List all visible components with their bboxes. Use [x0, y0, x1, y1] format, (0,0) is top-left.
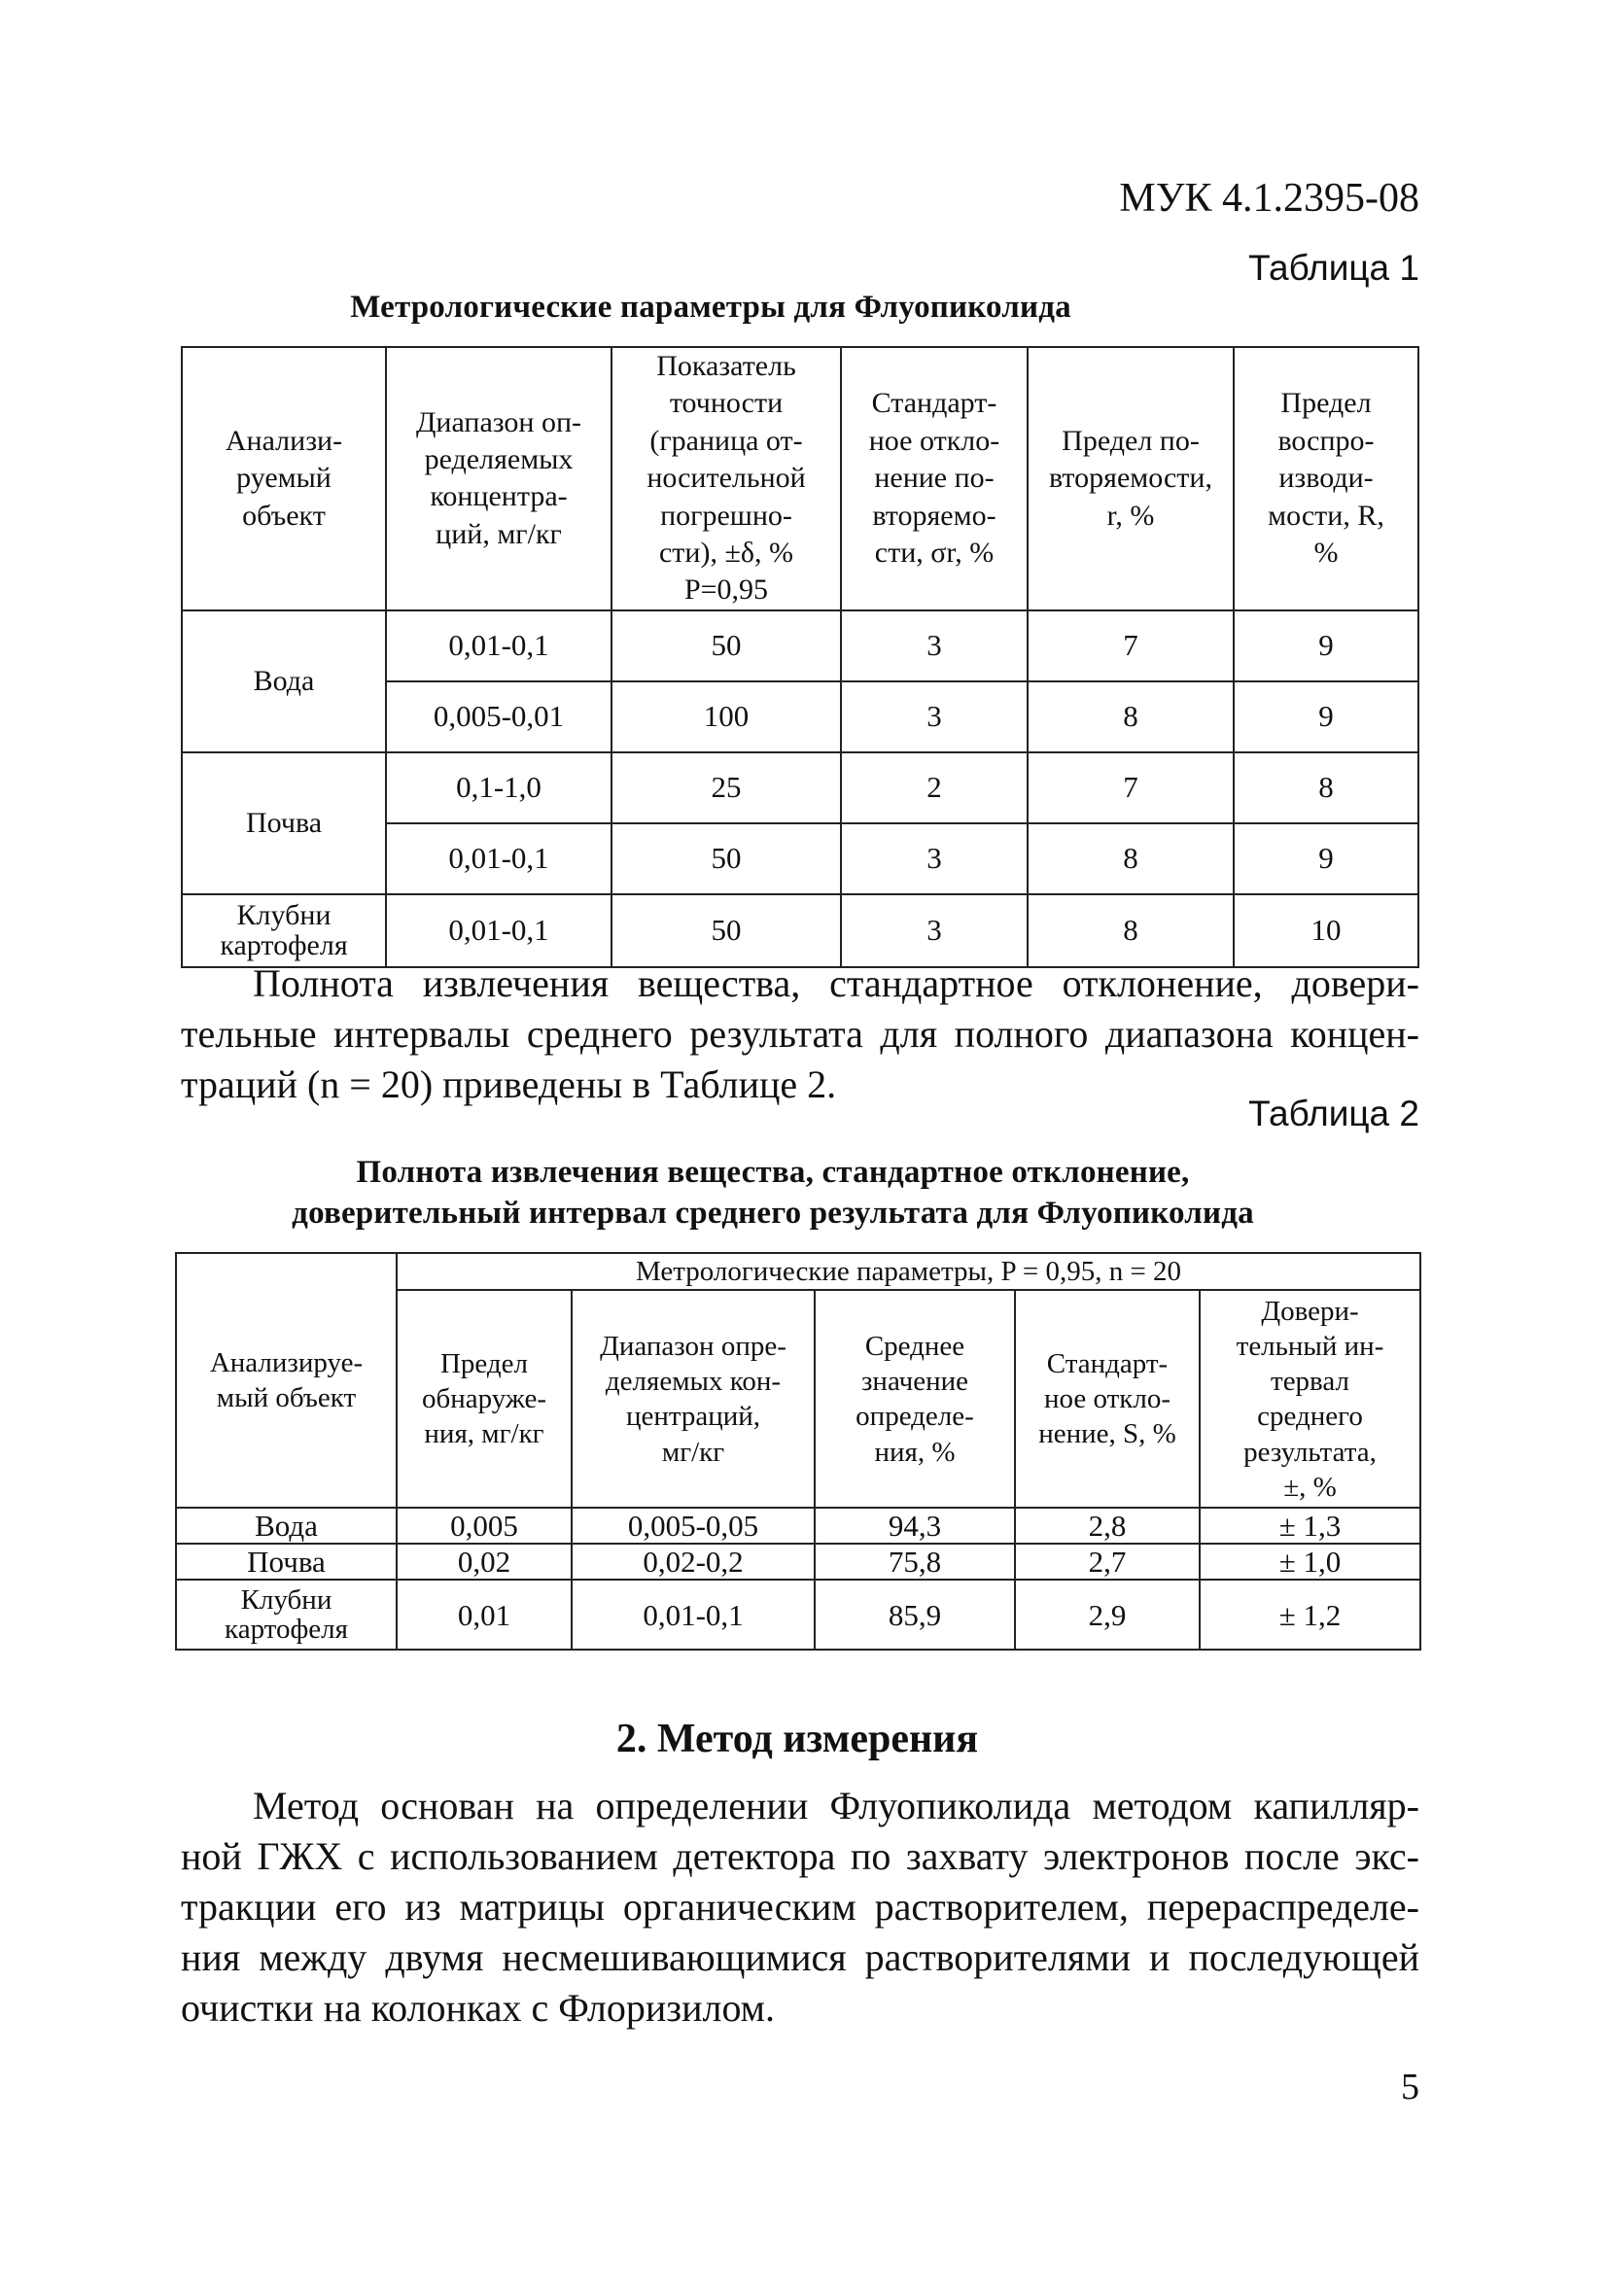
cell-reproducibility: 10 [1234, 894, 1418, 967]
section-paragraph-line-1: Метод основан на определении Флуопиколида методом капилляр- [253, 1784, 1419, 1827]
cell-reproducibility: 9 [1234, 610, 1418, 681]
paragraph-intro-line-3: траций (n = 20) приведены в Таблице 2. [181, 1062, 837, 1106]
cell-confidence-interval: ± 1,0 [1200, 1544, 1420, 1580]
table-row [176, 1580, 1420, 1650]
table-1-caption: Метрологические параметры для Флуопиколида [350, 290, 1071, 325]
table-1-label: Таблица 1 [1248, 248, 1419, 288]
cell-object: Вода [182, 610, 386, 752]
cell-repeatability: 8 [1028, 894, 1234, 967]
cell-std-dev: 2,9 [1015, 1580, 1200, 1650]
cell-mean: 85,9 [815, 1580, 1015, 1650]
cell-std-dev: 3 [841, 823, 1028, 894]
cell-object: Почва [182, 752, 386, 894]
cell-detection-limit: 0,005 [397, 1508, 572, 1544]
header-cell-mean: Среднее значение определе- ния, % [815, 1290, 1015, 1508]
cell-object: Вода [176, 1508, 397, 1544]
cell-detection-limit: 0,02 [397, 1544, 572, 1580]
cell-std-dev: 3 [841, 894, 1028, 967]
table-row [182, 894, 1418, 967]
document-code: МУК 4.1.2395-08 [1119, 176, 1419, 221]
cell-confidence-interval: ± 1,2 [1200, 1580, 1420, 1650]
header-cell-repeatability: Предел по- вторяемости, r, % [1028, 347, 1234, 610]
cell-object: Почва [176, 1544, 397, 1580]
cell-repeatability: 7 [1028, 752, 1234, 823]
cell-repeatability: 7 [1028, 610, 1234, 681]
section-paragraph-line-3: тракции его из матрицы органическим растворителем, перераспределе- [181, 1885, 1419, 1929]
cell-std-dev: 3 [841, 610, 1028, 681]
section-title: 2. Метод измерения [615, 1717, 979, 1761]
recovery-table [175, 1252, 1421, 1651]
cell-accuracy: 50 [611, 894, 841, 967]
table-row [176, 1508, 1420, 1544]
cell-object: Клубни картофеля [176, 1580, 397, 1650]
cell-std-dev: 3 [841, 681, 1028, 752]
cell-reproducibility: 9 [1234, 681, 1418, 752]
header-cell-confidence-interval: Довери- тельный ин- тервал среднего результата, ±, % [1200, 1290, 1420, 1508]
table-2-caption-line-1: Полнота извлечения вещества, стандартное отклонение, [356, 1155, 1190, 1190]
cell-range: 0,02-0,2 [572, 1544, 815, 1580]
table-2-label: Таблица 2 [1248, 1094, 1419, 1133]
paragraph-intro-line-2: тельные интервалы среднего результата для полного диапазона концен- [181, 1012, 1419, 1056]
section-paragraph-line-4: ния между двумя несмешивающимися растворителями и последующей [181, 1935, 1419, 1979]
section-paragraph-line-5: очистки на колонках с Флоризилом. [181, 1986, 775, 2030]
cell-mean: 75,8 [815, 1544, 1015, 1580]
table-row [182, 752, 1418, 823]
cell-repeatability: 8 [1028, 823, 1234, 894]
page-number: 5 [1401, 2067, 1419, 2107]
cell-repeatability: 8 [1028, 681, 1234, 752]
header-cell-object: Анализи- руемый объект [182, 347, 386, 610]
cell-reproducibility: 9 [1234, 823, 1418, 894]
cell-std-dev: 2,8 [1015, 1508, 1200, 1544]
cell-confidence-interval: ± 1,3 [1200, 1508, 1420, 1544]
cell-reproducibility: 8 [1234, 752, 1418, 823]
cell-detection-limit: 0,01 [397, 1580, 572, 1650]
cell-accuracy: 50 [611, 610, 841, 681]
table-row [182, 610, 1418, 681]
paragraph-intro-line-1: Полнота извлечения вещества, стандартное отклонение, довери- [253, 961, 1419, 1005]
cell-range: 0,005-0,01 [386, 681, 611, 752]
cell-range: 0,005-0,05 [572, 1508, 815, 1544]
header-cell-range: Диапазон опре- деляемых кон- центраций, мг/кг [572, 1290, 815, 1508]
header-cell-std-dev: Стандарт- ное откло- нение по- вторяемо- сти, σr, % [841, 347, 1028, 610]
table-2-caption-line-2: доверительный интервал среднего результата для Флуопиколида [292, 1196, 1254, 1231]
cell-accuracy: 25 [611, 752, 841, 823]
cell-range: 0,01-0,1 [386, 894, 611, 967]
cell-mean: 94,3 [815, 1508, 1015, 1544]
cell-accuracy: 50 [611, 823, 841, 894]
table-row [176, 1544, 1420, 1580]
metrology-table [181, 346, 1419, 968]
table-header-row [182, 347, 1418, 610]
cell-range: 0,01-0,1 [572, 1580, 815, 1650]
header-cell-std-dev: Стандарт- ное откло- нение, S, % [1015, 1290, 1200, 1508]
cell-std-dev: 2,7 [1015, 1544, 1200, 1580]
cell-object: Клубни картофеля [182, 894, 386, 967]
header-cell-object: Анализируе- мый объект [176, 1253, 397, 1508]
section-paragraph-line-2: ной ГЖХ с использованием детектора по захвату электронов после экс- [181, 1834, 1419, 1878]
cell-accuracy: 100 [611, 681, 841, 752]
cell-std-dev: 2 [841, 752, 1028, 823]
header-cell-group: Метрологические параметры, P = 0,95, n = 20 [397, 1253, 1420, 1290]
header-cell-detection-limit: Предел обнаруже- ния, мг/кг [397, 1290, 572, 1508]
header-cell-accuracy: Показатель точности (граница от- носительной погрешно- сти), ±δ, % P=0,95 [611, 347, 841, 610]
header-cell-range: Диапазон оп- ределяемых концентра- ций, мг/кг [386, 347, 611, 610]
cell-range: 0,01-0,1 [386, 610, 611, 681]
cell-range: 0,1-1,0 [386, 752, 611, 823]
header-cell-reproducibility: Предел воспро- изводи- мости, R, % [1234, 347, 1418, 610]
cell-range: 0,01-0,1 [386, 823, 611, 894]
table-group-header-row [176, 1253, 1420, 1290]
